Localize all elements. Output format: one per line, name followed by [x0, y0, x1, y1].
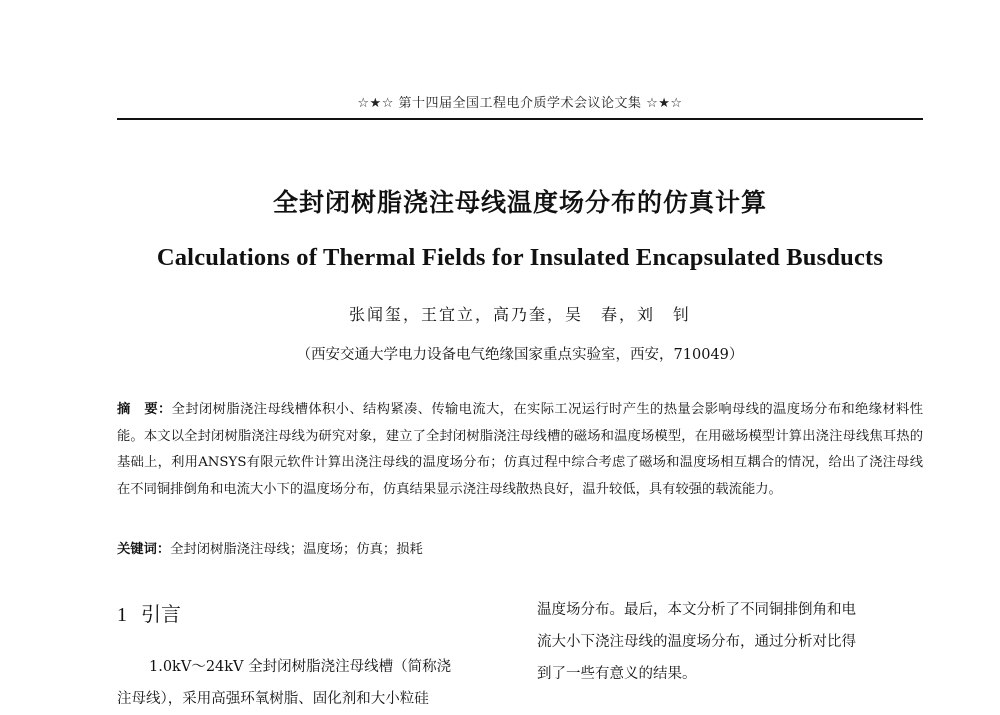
- abstract-block: [117, 397, 923, 503]
- section-heading-introduction: [117, 598, 181, 627]
- paper-title-english: Calculations of Thermal Fields for Insulated Encapsulated Busducts: [156, 244, 884, 271]
- abstract-text: 全封闭树脂浇注母线槽体积小、结构紧凑、传输电流大，在实际工况运行时产生的热量会影响母线的温度场分布和绝缘材料性能。本文以全封闭树脂浇注母线为研究对象，建立了全封闭树脂浇注母线槽的磁场和温度场模型，在用磁场模型计算出浇注母线焦耳热的基础上，利用ANSYS有限元软件计算出浇注母线的温度场分布；仿真过程中综合考虑了磁场和温度场相互耦合的情况，给出了浇注母线在不同铜排倒角和电流大小下的温度场分布，仿真结果显示浇注母线散热良好，温升较低，具有较强的载流能力。: [117, 402, 924, 497]
- right-column-text: [537, 594, 923, 690]
- right-column-line: 流大小下浇注母线的温度场分布，通过分析对比得: [537, 634, 856, 650]
- section-title: 引言: [141, 602, 181, 626]
- keywords-block: [117, 537, 923, 563]
- affiliation: （西安交通大学电力设备电气绝缘国家重点实验室，西安，710049）: [296, 347, 744, 363]
- paper-title-chinese: 全封闭树脂浇注母线温度场分布的仿真计算: [272, 188, 767, 217]
- abstract-label: 摘 要：: [117, 402, 172, 417]
- keywords-label: 关键词：: [117, 542, 171, 557]
- right-column-line: 到了一些有意义的结果。: [537, 666, 697, 682]
- right-column-line: 温度场分布。最后，本文分析了不同铜排倒角和电: [537, 602, 856, 618]
- author-list: 张闻玺，王宜立，高乃奎，吴 春，刘 钊: [348, 305, 691, 324]
- section-number: 1: [117, 604, 127, 626]
- running-header: ☆★☆ 第十四届全国工程电介质学术会议论文集 ☆★☆: [357, 96, 683, 111]
- header-rule: [117, 118, 923, 120]
- keywords-text: 全封闭树脂浇注母线；温度场；仿真；损耗: [170, 542, 423, 557]
- left-column-line: 注母线），采用高强环氧树脂、固化剂和大小粒硅: [117, 691, 429, 707]
- left-column-line: 1.0kV～24kV 全封闭树脂浇注母线槽（简称浇: [149, 659, 452, 675]
- left-column-text: [117, 651, 500, 715]
